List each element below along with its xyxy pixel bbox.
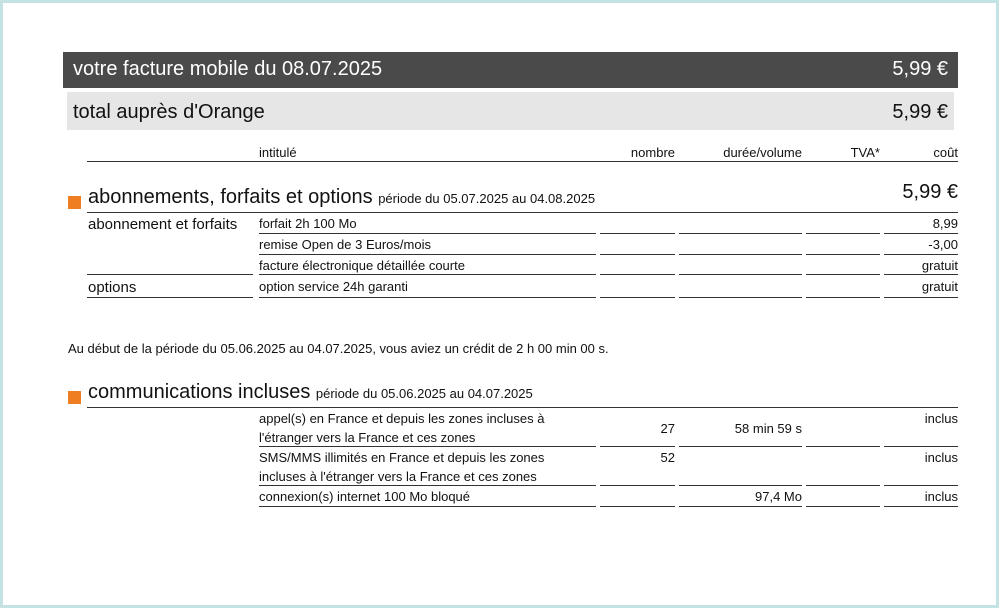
cell-rule: [679, 506, 802, 507]
cell-rule: [600, 254, 675, 255]
cell-rule: [884, 274, 958, 275]
row-label: connexion(s) internet 100 Mo bloqué: [259, 489, 471, 504]
col-tva: TVA*: [850, 145, 880, 160]
cell-rule: [806, 446, 880, 447]
cell-rule: [600, 485, 675, 486]
total-amount: 5,99 €: [892, 101, 948, 123]
cell-rule: [884, 485, 958, 486]
invoice-header: [63, 52, 958, 88]
cell-rule: [259, 233, 596, 234]
group-options-label: options: [88, 279, 137, 296]
row-label: appel(s) en France et depuis les zones incluses à: [259, 411, 545, 426]
col-intitule: intitulé: [259, 145, 297, 160]
section1-amount: 5,99 €: [902, 181, 958, 203]
cell-rule: [600, 274, 675, 275]
cell-rule: [259, 506, 596, 507]
cell-rule: [600, 506, 675, 507]
row-duration: 58 min 59 s: [734, 421, 802, 436]
orange-square-icon: [68, 391, 81, 404]
cell-rule: [679, 233, 802, 234]
row-label: SMS/MMS illimités en France et depuis les zones: [259, 450, 545, 465]
section2-period: période du 05.06.2025 au 04.07.2025: [315, 386, 533, 401]
group-rule: [87, 274, 253, 275]
row-label: facture électronique détaillée courte: [259, 258, 465, 273]
cell-rule: [884, 233, 958, 234]
cell-rule: [884, 254, 958, 255]
cell-rule: [806, 254, 880, 255]
cell-rule: [679, 274, 802, 275]
cell-rule: [884, 297, 958, 298]
cell-rule: [600, 446, 675, 447]
section2-rule: [87, 407, 958, 408]
cell-rule: [600, 233, 675, 234]
cell-rule: [259, 485, 596, 486]
invoice-amount: 5,99 €: [892, 58, 948, 80]
row-cost: 8,99: [932, 216, 958, 231]
invoice-title: votre facture mobile du 08.07.2025: [73, 58, 383, 80]
row-label: option service 24h garanti: [259, 279, 408, 294]
col-nombre: nombre: [630, 145, 675, 160]
group-rule: [87, 297, 253, 298]
row-cost: -3,00: [928, 237, 958, 252]
cell-rule: [259, 254, 596, 255]
total-label: total auprès d'Orange: [73, 101, 265, 123]
cell-rule: [806, 485, 880, 486]
group-abonnement-label: abonnement et forfaits: [88, 216, 238, 233]
row-duration: 97,4 Mo: [755, 489, 802, 504]
row-label: forfait 2h 100 Mo: [259, 216, 357, 231]
cell-rule: [259, 297, 596, 298]
row-cost: inclus: [924, 450, 958, 465]
row-label: remise Open de 3 Euros/mois: [259, 237, 431, 252]
section1-period: période du 05.07.2025 au 04.08.2025: [378, 191, 596, 206]
col-duree: durée/volume: [723, 145, 802, 160]
cell-rule: [679, 446, 802, 447]
cell-rule: [806, 233, 880, 234]
cell-rule: [884, 506, 958, 507]
col-cout: coût: [933, 145, 958, 160]
cell-rule: [679, 297, 802, 298]
row-cost: inclus: [924, 411, 958, 426]
row-label: incluses à l'étranger vers la France et ces zones: [259, 469, 537, 484]
cell-rule: [806, 297, 880, 298]
row-cost: inclus: [924, 489, 958, 504]
row-count: 52: [660, 450, 675, 465]
row-cost: gratuit: [921, 279, 958, 294]
cell-rule: [679, 485, 802, 486]
cell-rule: [259, 446, 596, 447]
row-cost: gratuit: [921, 258, 958, 273]
credit-note: Au début de la période du 05.06.2025 au 04.07.2025, vous aviez un crédit de 2 h 00 min 00 s.: [68, 341, 609, 356]
header-rule: [87, 161, 958, 162]
total-bar: [67, 92, 954, 130]
cell-rule: [679, 254, 802, 255]
cell-rule: [884, 446, 958, 447]
section2-heading: [88, 381, 533, 404]
section2-title: communications incluses: [88, 381, 311, 403]
section1-heading: [88, 186, 595, 209]
section1-title: abonnements, forfaits et options: [88, 186, 373, 208]
row-label: l'étranger vers la France et ces zones: [259, 430, 476, 445]
row-count: 27: [660, 421, 675, 436]
cell-rule: [806, 506, 880, 507]
cell-rule: [600, 297, 675, 298]
cell-rule: [259, 274, 596, 275]
orange-square-icon: [68, 196, 81, 209]
cell-rule: [806, 274, 880, 275]
